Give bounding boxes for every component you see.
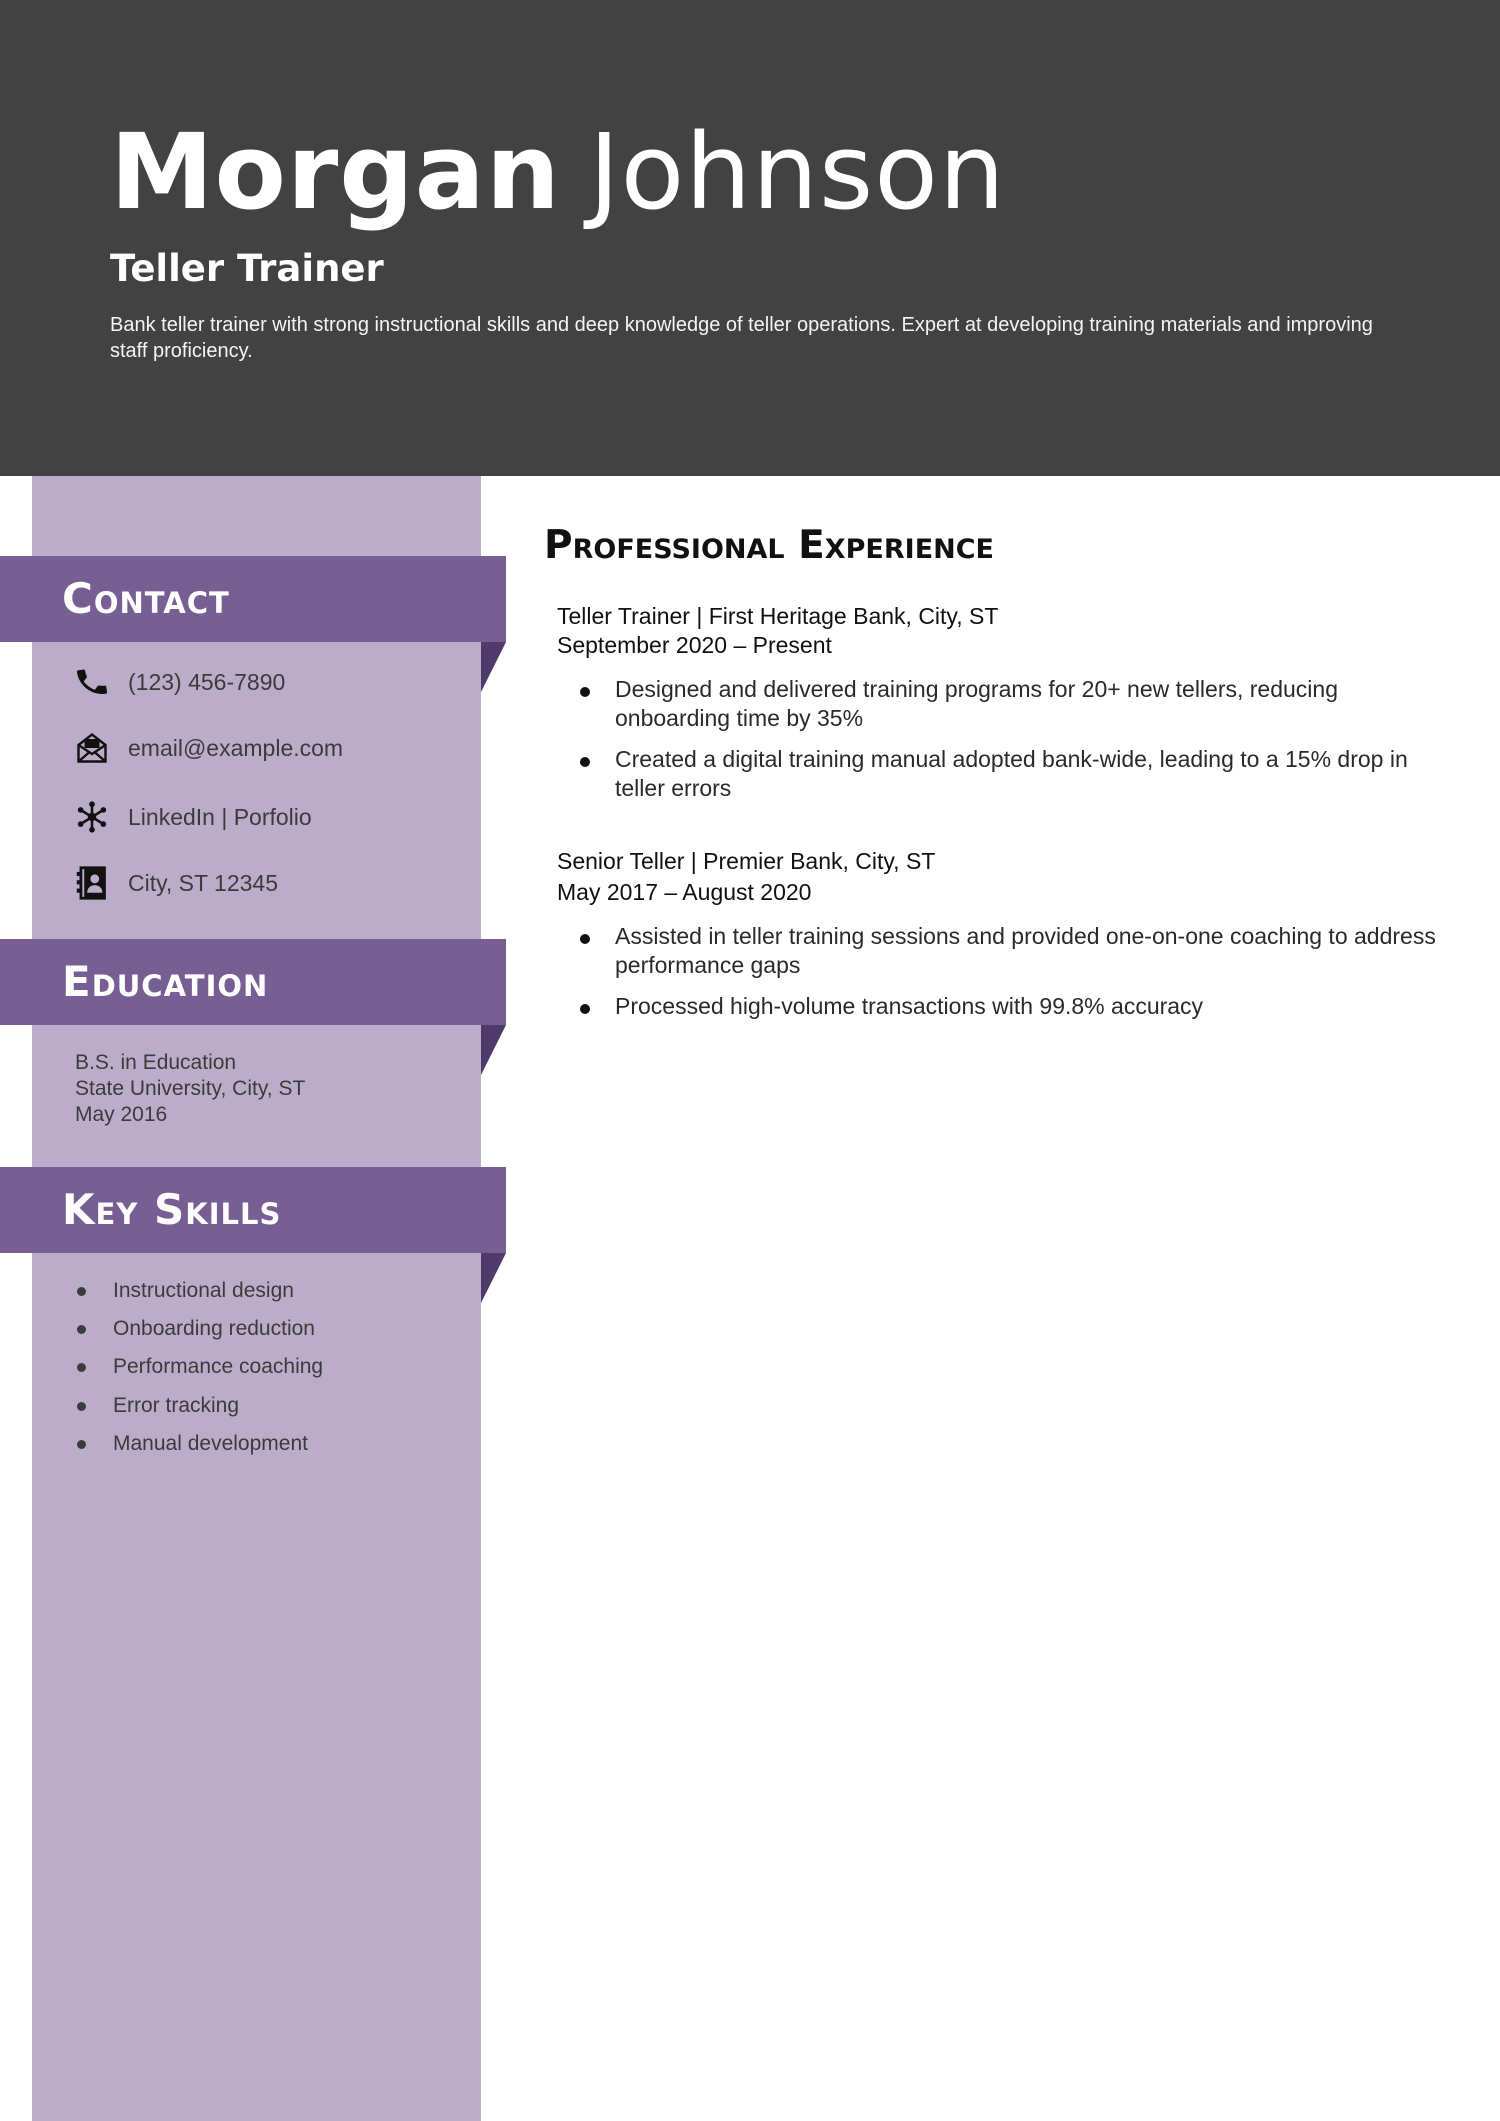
bullet-text: Assisted in teller training sessions and provided one-on-one coaching to address performance gaps xyxy=(615,923,1436,978)
profile-links: LinkedIn | Porfolio xyxy=(128,803,312,830)
job-2-title: Senior Teller | Premier Bank, City, ST xyxy=(557,848,936,874)
last-name: Johnson xyxy=(588,111,1006,233)
job-2-dates: May 2017 – August 2020 xyxy=(557,879,812,905)
contact-phone xyxy=(72,662,285,702)
location: City, ST 12345 xyxy=(128,869,279,896)
bullet-dot xyxy=(77,1325,86,1334)
skill-item xyxy=(75,1352,323,1382)
job-1-bullet xyxy=(557,745,1457,803)
skill-label: Manual development xyxy=(113,1432,308,1455)
address-book-icon xyxy=(72,863,112,903)
network-icon xyxy=(72,797,112,837)
skills-heading: Key Skills xyxy=(0,1167,506,1253)
first-name: Morgan xyxy=(110,111,561,233)
skill-label: Onboarding reduction xyxy=(113,1317,315,1340)
contact-heading: Contact xyxy=(0,556,506,642)
bullet-dot xyxy=(580,1004,590,1014)
bullet-dot xyxy=(77,1287,86,1296)
bullet-text: Designed and delivered training programs for 20+ new tellers, reducing onboarding time by 35% xyxy=(615,676,1338,731)
phone-number: (123) 456-7890 xyxy=(128,668,286,695)
contact-heading-fold xyxy=(481,642,506,692)
skill-item xyxy=(75,1429,308,1459)
job-title: Teller Trainer xyxy=(110,247,384,290)
bullet-dot xyxy=(77,1440,86,1449)
contact-links xyxy=(72,797,312,837)
email-address: email@example.com xyxy=(128,734,344,761)
candidate-name xyxy=(110,110,1006,234)
profile-summary: Bank teller trainer with strong instructional skills and deep knowledge of teller operations. Expert at developing training materials and improving staff proficiency. xyxy=(110,314,1373,362)
education-date: May 2016 xyxy=(75,1103,168,1126)
resume-header xyxy=(0,0,1500,476)
education-heading: Education xyxy=(0,939,506,1025)
contact-location xyxy=(72,863,278,903)
skill-item xyxy=(75,1391,239,1421)
experience-heading: Professional Experience xyxy=(544,523,994,568)
job-2-bullet xyxy=(557,992,1457,1021)
bullet-dot xyxy=(580,757,590,767)
education-school: State University, City, ST xyxy=(75,1077,306,1100)
bullet-dot xyxy=(580,687,590,697)
envelope-icon xyxy=(72,728,112,768)
contact-email xyxy=(72,728,343,768)
bullet-dot xyxy=(580,934,590,944)
bullet-text: Created a digital training manual adopted bank-wide, leading to a 15% drop in teller errors xyxy=(615,746,1408,801)
skill-item xyxy=(75,1314,315,1344)
skill-label: Performance coaching xyxy=(113,1355,324,1378)
job-1-dates: September 2020 – Present xyxy=(557,632,832,658)
education-heading-fold xyxy=(481,1025,506,1075)
bullet-dot xyxy=(77,1363,86,1372)
skills-heading-fold xyxy=(481,1253,506,1303)
phone-icon xyxy=(72,662,112,702)
bullet-text: Processed high-volume transactions with 99.8% accuracy xyxy=(615,993,1204,1019)
education-degree: B.S. in Education xyxy=(75,1051,237,1074)
job-1-title: Teller Trainer | First Heritage Bank, City, ST xyxy=(557,603,999,629)
skill-label: Instructional design xyxy=(113,1279,294,1302)
bullet-dot xyxy=(77,1402,86,1411)
skill-label: Error tracking xyxy=(113,1394,240,1417)
job-1-bullet xyxy=(557,675,1457,733)
job-2-bullet xyxy=(557,922,1457,980)
skill-item xyxy=(75,1276,294,1306)
